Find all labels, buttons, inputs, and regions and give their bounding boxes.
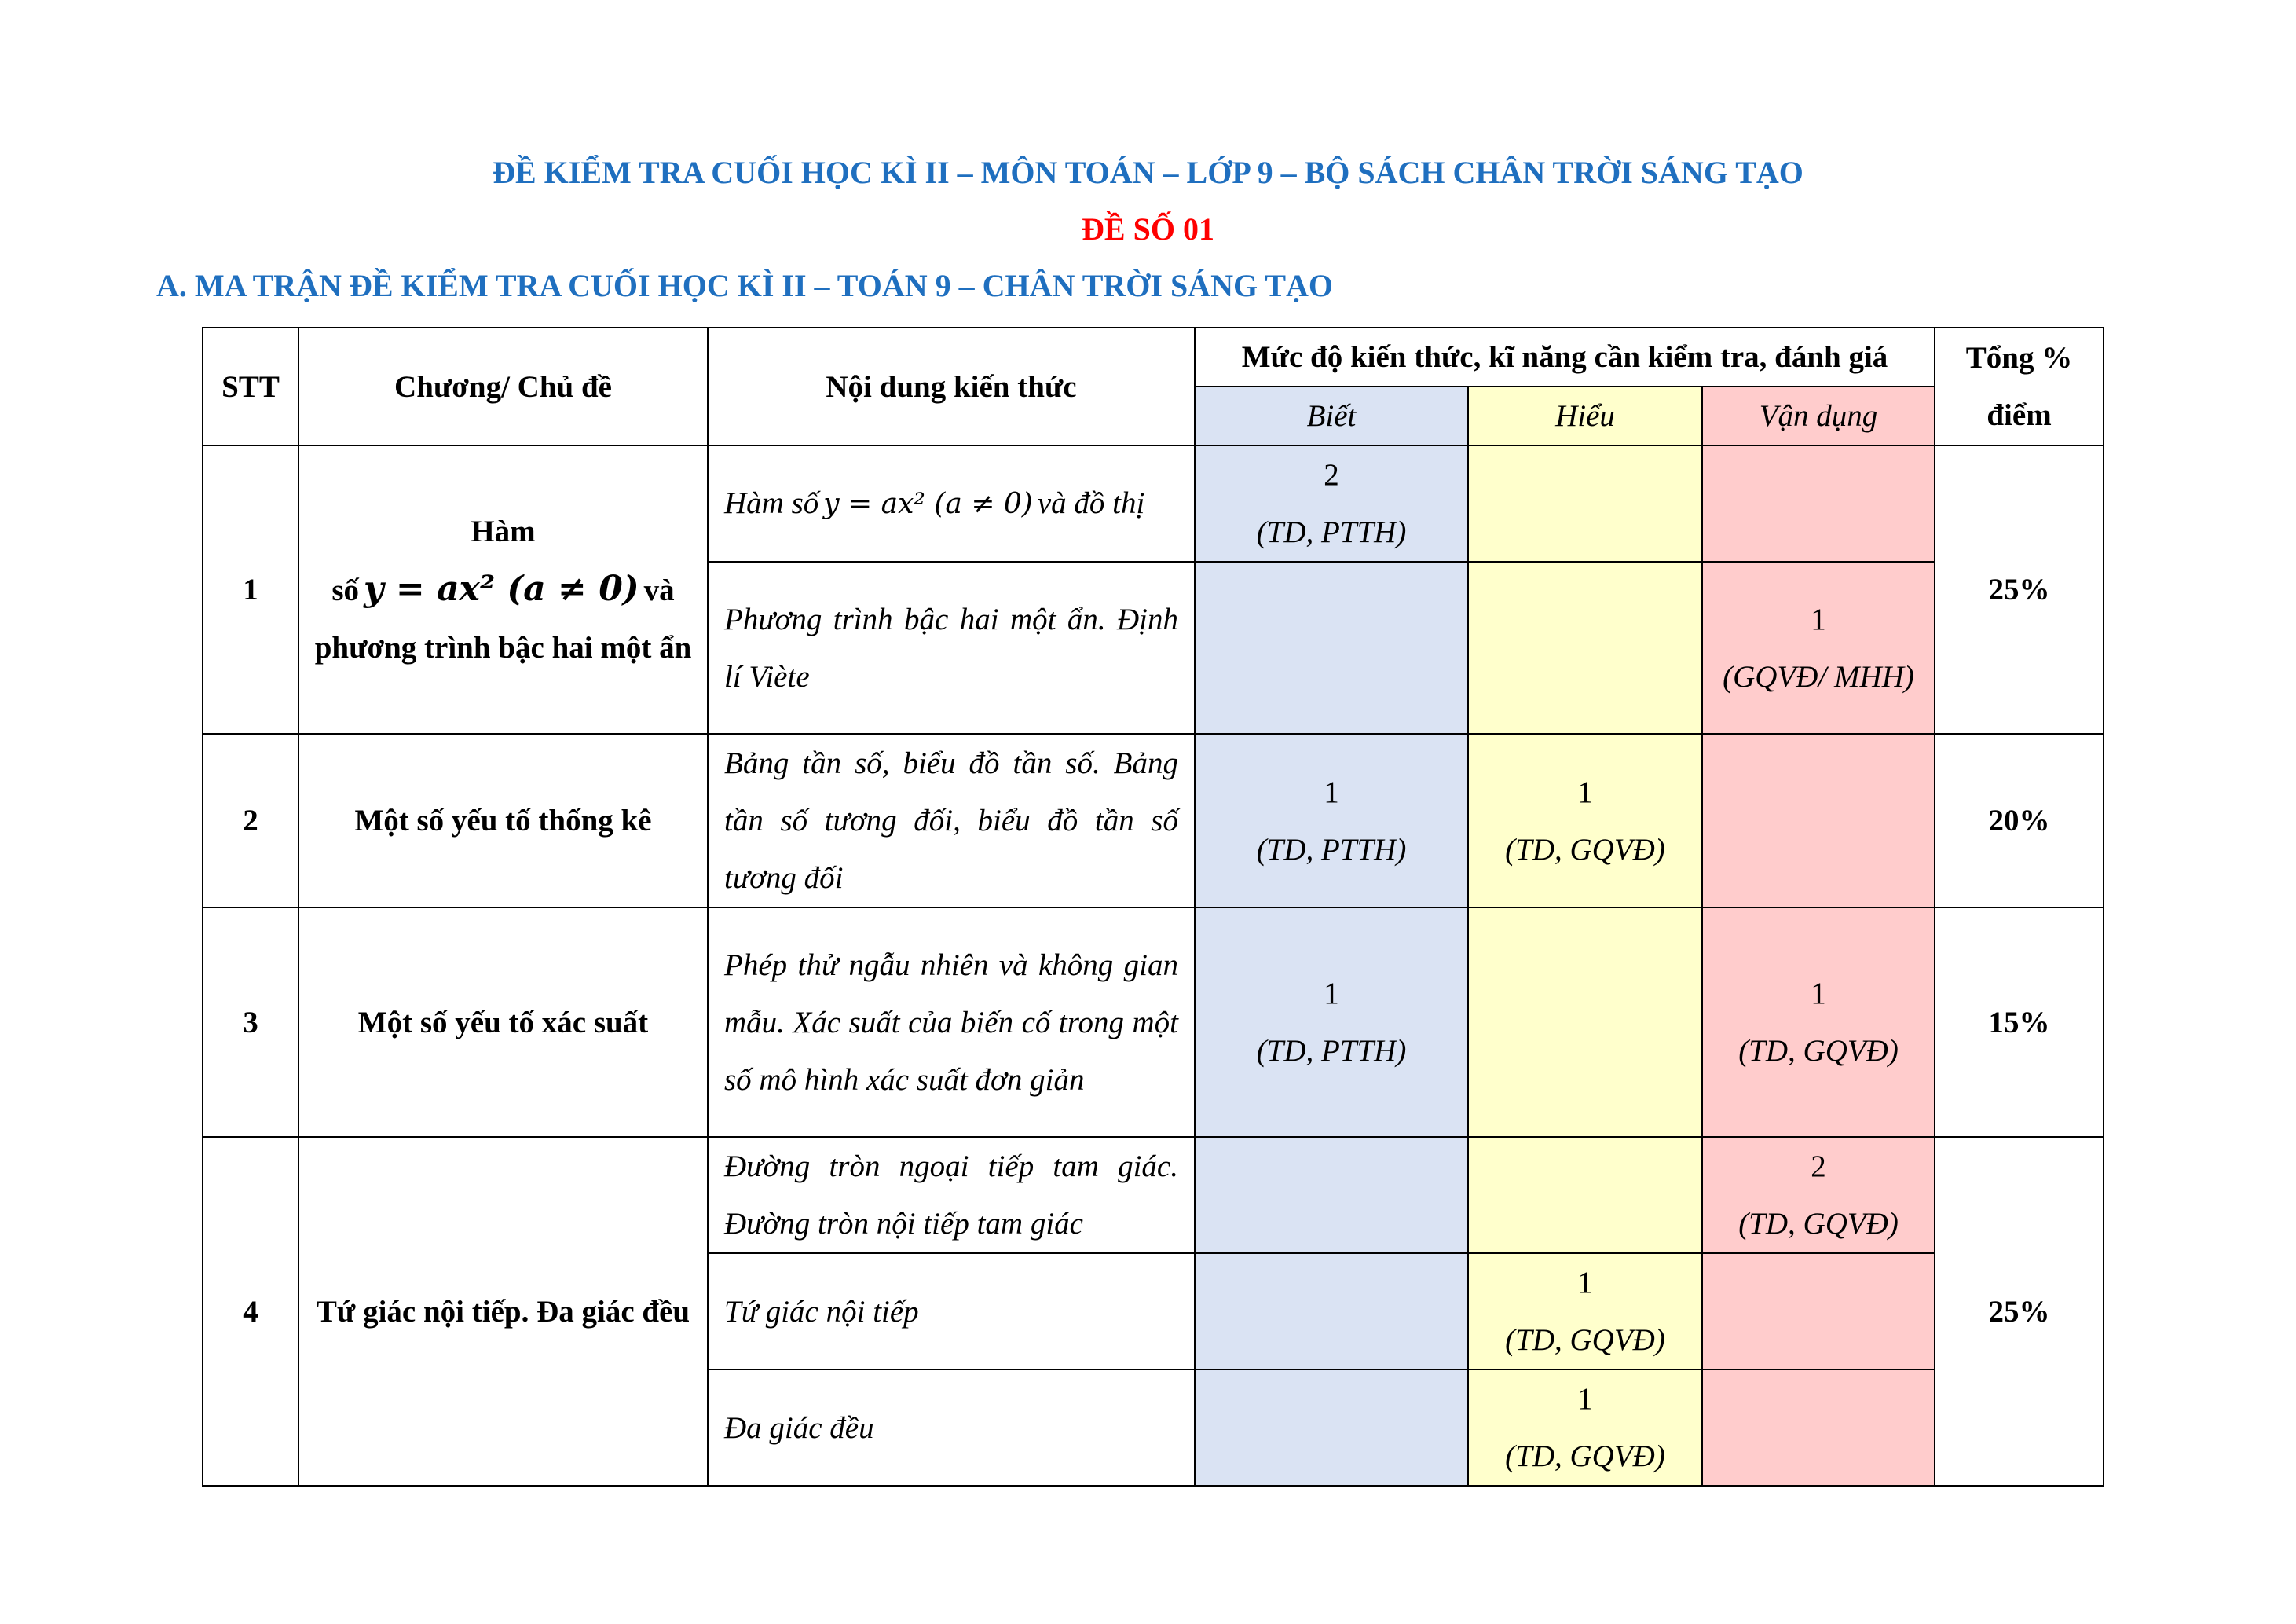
row-stt: 1	[203, 445, 298, 734]
header-chapter: Chương/ Chủ đề	[298, 328, 708, 445]
exam-number: ĐỀ SỐ 01	[1082, 211, 1214, 247]
cell-biet	[1195, 445, 1468, 562]
row-stt: 4	[203, 1137, 298, 1486]
chapter-prefix: Hàm số	[331, 515, 536, 607]
cell-tag: (TD, GQVĐ)	[1738, 1207, 1899, 1241]
cell-biet	[1195, 1137, 1468, 1253]
cell-count: 1	[1811, 602, 1826, 636]
cell-vandung	[1702, 562, 1935, 734]
content-suffix: và đồ thị	[1037, 486, 1145, 520]
main-title: ĐỀ KIỂM TRA CUỐI HỌC KÌ II – MÔN TOÁN – LỚP 9 – BỘ SÁCH CHÂN TRỜI SÁNG TẠO	[493, 155, 1803, 190]
row-content: Phép thử ngẫu nhiên và không gian mẫu. Xác suất của biến cố trong một số mô hình xác suất đơn giản	[708, 907, 1195, 1137]
row-total: 20%	[1935, 734, 2104, 907]
cell-tag: (GQVĐ/ MHH)	[1723, 659, 1914, 694]
table-row	[203, 907, 2104, 1137]
cell-biet	[1195, 562, 1468, 734]
row-total: 15%	[1935, 907, 2104, 1137]
row-content: Đường tròn ngoại tiếp tam giác. Đường tròn nội tiếp tam giác	[708, 1137, 1195, 1253]
header-total: Tổng % điểm	[1935, 328, 2104, 445]
cell-tag: (TD, PTTH)	[1256, 832, 1407, 867]
cell-tag: (TD, PTTH)	[1256, 1034, 1407, 1068]
chapter-suffix: và phương trình bậc hai một ẩn	[314, 574, 692, 665]
cell-count: 1	[1577, 1266, 1593, 1300]
section-title: A. MA TRẬN ĐỀ KIỂM TRA CUỐI HỌC KÌ II – TOÁN 9 – CHÂN TRỜI SÁNG TẠO	[156, 268, 1334, 303]
cell-hieu	[1468, 1369, 1702, 1486]
cell-count: 1	[1811, 977, 1826, 1010]
cell-tag: (TD, GQVĐ)	[1505, 832, 1665, 867]
cell-vandung	[1702, 907, 1935, 1137]
table-row	[203, 734, 2104, 907]
cell-tag: (TD, GQVĐ)	[1738, 1034, 1899, 1068]
cell-count: 1	[1324, 977, 1339, 1010]
header-stt: STT	[203, 328, 298, 445]
header-row-1	[203, 328, 2104, 387]
cell-vandung	[1702, 734, 1935, 907]
cell-tag: (TD, GQVĐ)	[1505, 1323, 1665, 1357]
cell-count: 2	[1811, 1149, 1826, 1183]
header-level-group: Mức độ kiến thức, kĩ năng cần kiểm tra, đánh giá	[1195, 328, 1935, 387]
cell-vandung	[1702, 445, 1935, 562]
cell-hieu	[1468, 562, 1702, 734]
row-total: 25%	[1935, 445, 2104, 734]
cell-biet	[1195, 734, 1468, 907]
cell-count: 2	[1324, 458, 1339, 492]
cell-vandung	[1702, 1253, 1935, 1369]
cell-biet	[1195, 1253, 1468, 1369]
row-chapter: Tứ giác nội tiếp. Đa giác đều	[298, 1137, 708, 1486]
cell-vandung	[1702, 1369, 1935, 1486]
assessment-matrix-table	[202, 327, 2104, 1487]
row-total: 25%	[1935, 1137, 2104, 1486]
cell-count: 1	[1324, 775, 1339, 809]
row-content: Phương trình bậc hai một ẩn. Định lí Viète	[708, 562, 1195, 734]
cell-hieu	[1468, 907, 1702, 1137]
cell-tag: (TD, GQVĐ)	[1505, 1439, 1665, 1473]
cell-hieu	[1468, 1137, 1702, 1253]
cell-tag: (TD, PTTH)	[1256, 515, 1407, 549]
cell-hieu	[1468, 1253, 1702, 1369]
row-content: Tứ giác nội tiếp	[708, 1253, 1195, 1369]
cell-biet	[1195, 1369, 1468, 1486]
table-row	[203, 1137, 2104, 1253]
content-prefix: Hàm số	[724, 486, 819, 520]
cell-vandung	[1702, 1137, 1935, 1253]
header-vandung: Vận dụng	[1702, 387, 1935, 445]
table-row	[203, 445, 2104, 562]
cell-biet	[1195, 907, 1468, 1137]
row-chapter	[298, 445, 708, 734]
cell-hieu	[1468, 734, 1702, 907]
header-content: Nội dung kiến thức	[708, 328, 1195, 445]
cell-count: 1	[1577, 775, 1593, 809]
row-content	[708, 445, 1195, 562]
row-stt: 3	[203, 907, 298, 1137]
row-chapter: Một số yếu tố thống kê	[298, 734, 708, 907]
cell-hieu	[1468, 445, 1702, 562]
row-stt: 2	[203, 734, 298, 907]
formula-text: y = ax² (a ≠ 0)	[823, 488, 1033, 520]
row-chapter: Một số yếu tố xác suất	[298, 907, 708, 1137]
formula-text: y = ax² (a ≠ 0)	[364, 569, 639, 609]
header-hieu: Hiểu	[1468, 387, 1702, 445]
row-content: Đa giác đều	[708, 1369, 1195, 1486]
cell-count: 1	[1577, 1382, 1593, 1416]
header-biet: Biết	[1195, 387, 1468, 445]
row-content: Bảng tần số, biểu đồ tần số. Bảng tần số tương đối, biểu đồ tần số tương đối	[708, 734, 1195, 907]
